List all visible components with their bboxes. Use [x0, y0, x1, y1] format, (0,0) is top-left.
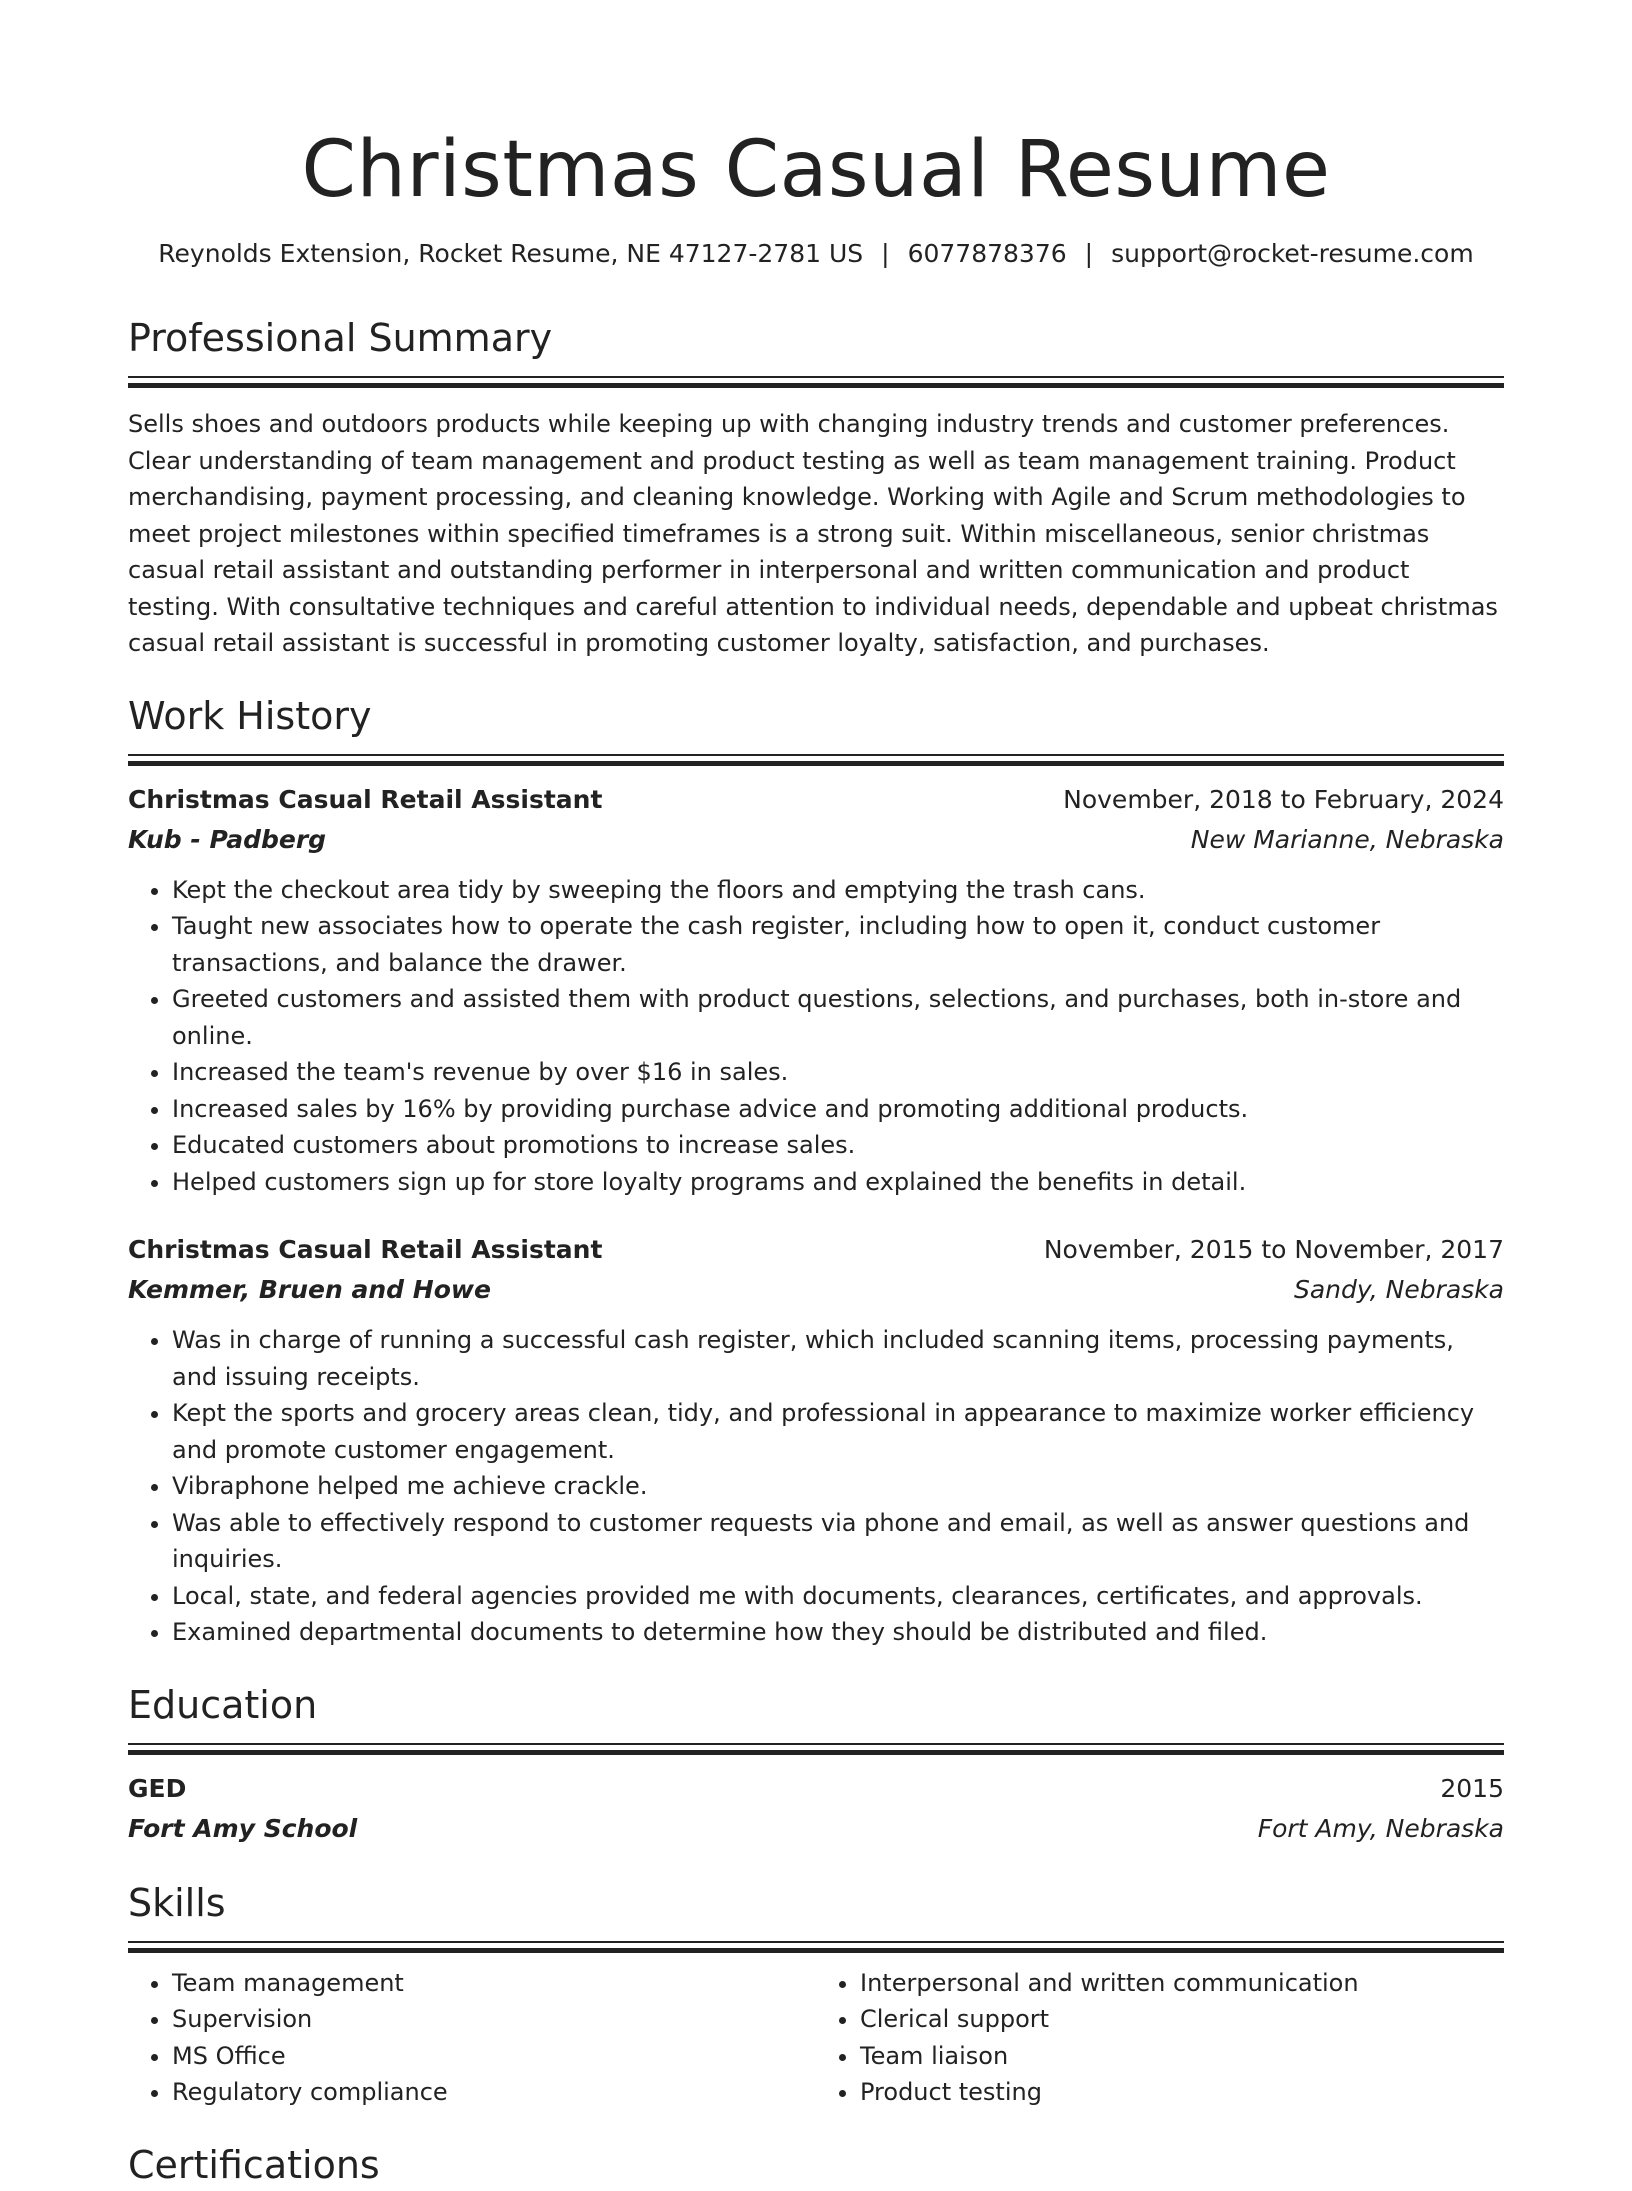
resume-title: Christmas Casual Resume — [301, 125, 1331, 215]
skill-item: • Team management — [172, 1965, 816, 2002]
skill-item: • Team liaison — [860, 2038, 1504, 2075]
section-title-work: Work History — [128, 693, 372, 738]
section-title-certifications: Certifications — [128, 2142, 380, 2187]
job-company-row — [128, 1270, 1504, 1310]
summary-text: Sells shoes and outdoors products while keeping up with changing industry trends and customer preferences. Clear understanding of team management and product testing as well as team management training. Product merchandising, payment processing, and cleaning knowledge. Working with Agile and Scrum methodologies to meet project milestones within specified timeframes is a strong suit. Within miscellaneous, senior christmas casual retail assistant and outstanding performer in interpersonal and written communication and product testing. With consultative techniques and careful attention to individual needs, dependable and upbeat christmas casual retail assistant is successful in promoting customer loyalty, satisfaction, and purchases. — [128, 410, 1498, 657]
section-divider — [128, 1743, 1504, 1755]
skills-list-left — [128, 1965, 816, 2111]
job-location: Sandy, Nebraska — [1293, 1275, 1504, 1304]
list-item: • Vibraphone helped me achieve crackle. — [172, 1468, 1504, 1505]
list-item: • Kept the checkout area tidy by sweeping the floors and emptying the trash cans. — [172, 872, 1504, 909]
list-item: • Was in charge of running a successful cash register, which included scanning items, processing payments, and issuing receipts. — [172, 1322, 1504, 1395]
section-title-skills: Skills — [128, 1880, 226, 1925]
contact-email: support@rocket-resume.com — [1111, 239, 1474, 268]
job-company: Kub - Padberg — [128, 824, 327, 854]
contact-separator: | — [1084, 239, 1094, 268]
section-title-education: Education — [128, 1682, 318, 1727]
contact-phone: 6077878376 — [907, 239, 1067, 268]
skill-item: • MS Office — [172, 2038, 816, 2075]
job-bullets — [128, 1322, 1504, 1651]
section-divider — [128, 376, 1504, 388]
job-role: Christmas Casual Retail Assistant — [128, 784, 603, 814]
job-dates: November, 2018 to February, 2024 — [1063, 784, 1504, 814]
job-entry — [128, 780, 1504, 1201]
list-item: • Local, state, and federal agencies provided me with documents, clearances, certificates, and approvals. — [172, 1578, 1504, 1615]
job-company: Kemmer, Bruen and Howe — [128, 1275, 491, 1304]
section-title-summary: Professional Summary — [128, 316, 553, 360]
work-section — [128, 690, 1504, 1651]
job-entry — [128, 1230, 1504, 1651]
education-school: Fort Amy School — [128, 1813, 358, 1843]
education-header-row — [128, 1769, 1504, 1809]
contact-separator: | — [881, 239, 890, 268]
skill-item: • Supervision — [172, 2001, 816, 2038]
skill-item: • Product testing — [860, 2074, 1504, 2111]
certifications-section — [128, 2139, 1504, 2191]
list-item: • Increased the team's revenue by over $16 in sales. — [172, 1054, 1504, 1091]
job-header-row — [128, 780, 1504, 820]
list-item: • Was able to effectively respond to customer requests via phone and email, as well as answer questions and inquiries. — [172, 1505, 1504, 1578]
education-school-row — [128, 1809, 1504, 1849]
section-divider — [128, 754, 1504, 766]
list-item: • Greeted customers and assisted them with product questions, selections, and purchases, both in-store and online. — [172, 981, 1504, 1054]
job-location: New Marianne, Nebraska — [1190, 824, 1504, 854]
list-item: • Taught new associates how to operate the cash register, including how to open it, conduct customer transactions, and balance the drawer. — [172, 908, 1504, 981]
skills-list-right — [816, 1965, 1504, 2111]
education-year: 2015 — [1440, 1773, 1504, 1803]
contact-address: Reynolds Extension, Rocket Resume, NE 47127-2781 US — [158, 239, 864, 268]
job-bullets — [128, 872, 1504, 1201]
education-section — [128, 1679, 1504, 1849]
list-item: • Increased sales by 16% by providing purchase advice and promoting additional products. — [172, 1091, 1504, 1128]
education-entry — [128, 1769, 1504, 1849]
section-divider — [128, 1941, 1504, 1953]
skill-item: • Interpersonal and written communication — [860, 1965, 1504, 2002]
education-location: Fort Amy, Nebraska — [1257, 1813, 1504, 1843]
skills-columns — [128, 1965, 1504, 2111]
job-dates: November, 2015 to November, 2017 — [1043, 1235, 1504, 1264]
job-header-row — [128, 1230, 1504, 1270]
list-item: • Helped customers sign up for store loyalty programs and explained the benefits in detail. — [172, 1164, 1504, 1201]
education-degree: GED — [128, 1773, 187, 1803]
list-item: • Examined departmental documents to determine how they should be distributed and filed. — [172, 1614, 1504, 1651]
list-item: • Kept the sports and grocery areas clean, tidy, and professional in appearance to maximize worker efficiency and promote customer engagement. — [172, 1395, 1504, 1468]
skill-item: • Clerical support — [860, 2001, 1504, 2038]
skills-section — [128, 1877, 1504, 2111]
job-company-row — [128, 820, 1504, 860]
skill-item: • Regulatory compliance — [172, 2074, 816, 2111]
job-role: Christmas Casual Retail Assistant — [128, 1235, 603, 1264]
list-item: • Educated customers about promotions to increase sales. — [172, 1127, 1504, 1164]
summary-section — [128, 312, 1504, 662]
contact-line — [128, 236, 1504, 272]
